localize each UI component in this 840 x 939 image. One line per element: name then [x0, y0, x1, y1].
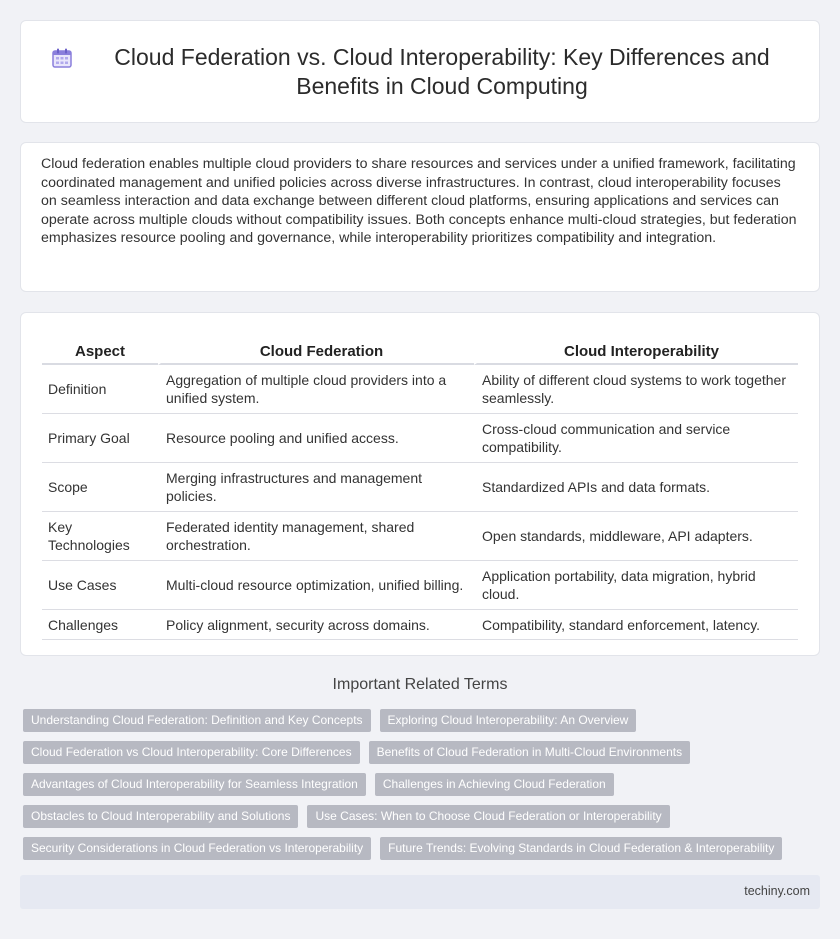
related-term-tag[interactable]: Obstacles to Cloud Interoperability and Solutions [23, 805, 298, 828]
table-row [42, 365, 798, 414]
row-federation: Multi-cloud resource optimization, unified billing. [158, 561, 474, 610]
table-header-row [42, 333, 798, 365]
row-federation: Resource pooling and unified access. [158, 414, 474, 463]
header-card [20, 20, 820, 123]
table-row [42, 463, 798, 512]
row-interoperability: Standardized APIs and data formats. [474, 463, 798, 512]
tag-row [23, 773, 823, 796]
header-cloud-federation: Cloud Federation [158, 333, 474, 365]
row-interoperability: Application portability, data migration, hybrid cloud. [474, 561, 798, 610]
row-federation: Federated identity management, shared orchestration. [158, 512, 474, 561]
row-interoperability: Open standards, middleware, API adapters. [474, 512, 798, 561]
page-title: Cloud Federation vs. Cloud Interoperability: Key Differences and Benefits in Cloud Computing [114, 43, 770, 99]
table-row [42, 414, 798, 463]
row-interoperability: Compatibility, standard enforcement, latency. [474, 610, 798, 640]
tag-row [23, 837, 823, 860]
row-aspect: Use Cases [42, 561, 158, 610]
row-federation: Policy alignment, security across domains. [158, 610, 474, 640]
row-aspect: Scope [42, 463, 158, 512]
related-term-tag[interactable]: Exploring Cloud Interoperability: An Overview [380, 709, 637, 732]
related-terms-list [23, 709, 823, 869]
related-term-tag[interactable]: Advantages of Cloud Interoperability for Seamless Integration [23, 773, 366, 796]
related-term-tag[interactable]: Understanding Cloud Federation: Definition and Key Concepts [23, 709, 371, 732]
related-term-tag[interactable]: Use Cases: When to Choose Cloud Federation or Interoperability [307, 805, 669, 828]
related-terms-title: Important Related Terms [332, 676, 508, 693]
row-interoperability: Ability of different cloud systems to work together seamlessly. [474, 365, 798, 414]
intro-paragraph: Cloud federation enables multiple cloud providers to share resources and services under a unified framework, facilitating coordinated management and unified policies across diverse infrastructures. In contrast, cloud interoperability focuses on seamless interaction and data exchange between different cloud platforms, ensuring applications and services can operate across multiple clouds without compatibility issues. Both concepts enhance multi-cloud strategies, but federation emphasizes resource pooling and governance, while interoperability prioritizes compatibility and integration. [41, 156, 797, 247]
comparison-table [42, 333, 798, 640]
tag-row [23, 741, 823, 764]
table-row [42, 512, 798, 561]
row-aspect: Primary Goal [42, 414, 158, 463]
row-federation: Aggregation of multiple cloud providers into a unified system. [158, 365, 474, 414]
row-federation: Merging infrastructures and management policies. [158, 463, 474, 512]
tag-row [23, 805, 823, 828]
table-row [42, 561, 798, 610]
related-term-tag[interactable]: Challenges in Achieving Cloud Federation [375, 773, 614, 796]
header-aspect: Aspect [42, 333, 158, 365]
related-term-tag[interactable]: Security Considerations in Cloud Federation vs Interoperability [23, 837, 371, 860]
table-row [42, 610, 798, 640]
footer [20, 875, 820, 909]
row-aspect: Definition [42, 365, 158, 414]
calendar-icon [51, 47, 73, 69]
header-cloud-interoperability: Cloud Interoperability [474, 333, 798, 365]
related-term-tag[interactable]: Benefits of Cloud Federation in Multi-Cloud Environments [369, 741, 690, 764]
footer-site-link[interactable]: techiny.com [744, 884, 810, 898]
related-term-tag[interactable]: Cloud Federation vs Cloud Interoperability: Core Differences [23, 741, 360, 764]
row-interoperability: Cross-cloud communication and service compatibility. [474, 414, 798, 463]
comparison-table-card [20, 312, 820, 656]
row-aspect: Key Technologies [42, 512, 158, 561]
intro-card [20, 142, 820, 292]
related-term-tag[interactable]: Future Trends: Evolving Standards in Cloud Federation & Interoperability [380, 837, 782, 860]
tag-row [23, 709, 823, 732]
row-aspect: Challenges [42, 610, 158, 640]
